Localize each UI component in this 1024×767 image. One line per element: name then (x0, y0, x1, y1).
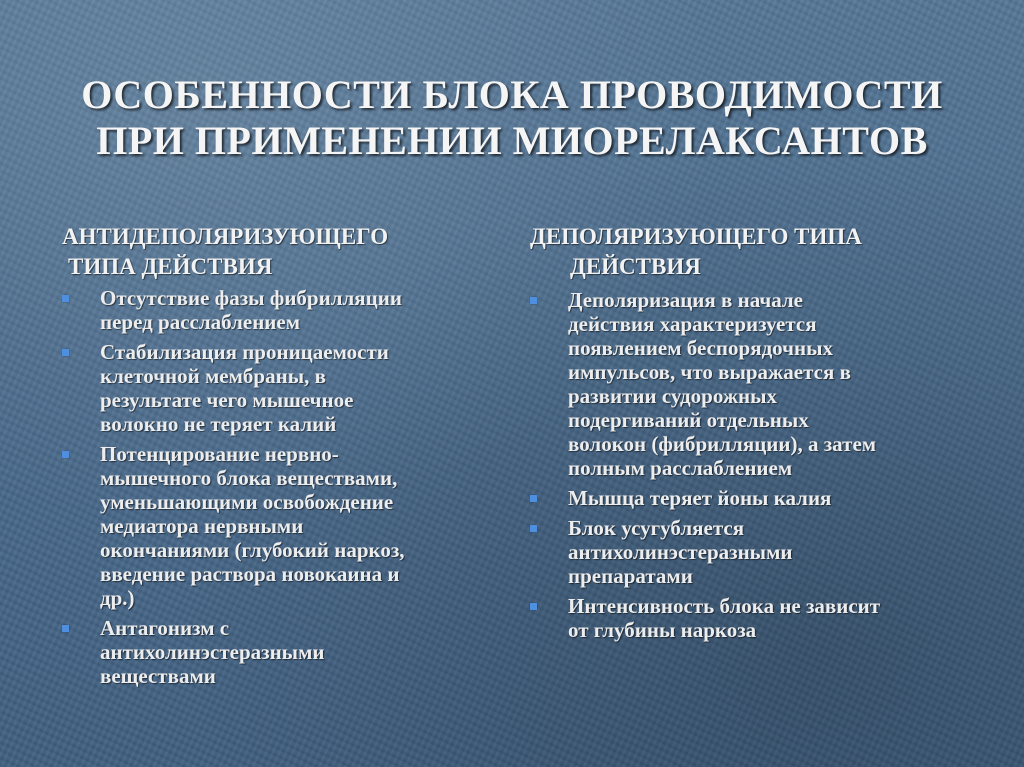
text-line: подергиваний отдельных (568, 408, 809, 432)
text-line: мышечного блока веществами, (100, 466, 398, 490)
square-bullet-icon (530, 495, 537, 502)
slide-title-line-1: ОСОБЕННОСТИ БЛОКА ПРОВОДИМОСТИ (81, 72, 943, 117)
list-item (530, 594, 970, 642)
list-item-text (100, 442, 482, 610)
text-line: появлением беспорядочных (568, 336, 833, 360)
right-bullet-list (530, 288, 970, 642)
list-item-text (100, 286, 482, 334)
text-line: уменьшающими освобождение (100, 490, 394, 514)
text-line: перед расслаблением (100, 310, 301, 334)
text-line: развитии судорожных (568, 384, 778, 408)
text-line: действия характеризуется (568, 312, 817, 336)
left-column-heading (62, 222, 482, 282)
list-item (530, 288, 970, 480)
list-item (62, 340, 482, 436)
square-bullet-icon (62, 625, 69, 632)
text-line: Мышца теряет йоны калия (568, 486, 832, 510)
left-column (62, 222, 482, 694)
square-bullet-icon (62, 451, 69, 458)
text-line: антихолинэстеразными (568, 540, 793, 564)
list-item-text (100, 616, 482, 688)
text-line: Потенцирование нервно- (100, 442, 339, 466)
slide-title-line-2: ПРИ ПРИМЕНЕНИИ МИОРЕЛАКСАНТОВ (96, 118, 928, 163)
text-line: волокон (фибрилляции), а затем (568, 432, 877, 456)
list-item (530, 516, 970, 588)
text-line: клеточной мембраны, в (100, 364, 326, 388)
square-bullet-icon (62, 295, 69, 302)
text-line: препаратами (568, 564, 693, 588)
list-item (530, 486, 970, 510)
text-line: Интенсивность блока не зависит (568, 594, 881, 618)
text-line: Деполяризация в начале (568, 288, 803, 312)
list-item-text (568, 594, 970, 642)
square-bullet-icon (530, 525, 537, 532)
text-line: волокно не теряет калий (100, 412, 337, 436)
right-column (530, 222, 970, 648)
text-line: результате чего мышечное (100, 388, 354, 412)
text-line: введение раствора новокаина и (100, 562, 400, 586)
right-column-heading (530, 222, 970, 282)
text-line: Стабилизация проницаемости (100, 340, 389, 364)
square-bullet-icon (530, 297, 537, 304)
list-item-text (568, 288, 970, 480)
right-heading-line: ДЕЙСТВИЯ (570, 254, 701, 279)
text-line: веществами (100, 664, 216, 688)
text-line: импульсов, что выражается в (568, 360, 851, 384)
left-heading-line: ТИПА ДЕЙСТВИЯ (68, 254, 273, 279)
text-line: антихолинэстеразными (100, 640, 325, 664)
list-item-text (100, 340, 482, 436)
list-item (62, 442, 482, 610)
square-bullet-icon (62, 349, 69, 356)
list-item-text (568, 486, 970, 510)
list-item (62, 616, 482, 688)
text-line: полным расслаблением (568, 456, 793, 480)
left-bullet-list (62, 286, 482, 688)
list-item (62, 286, 482, 334)
text-line: Антагонизм с (100, 616, 230, 640)
text-line: окончаниями (глубокий наркоз, (100, 538, 405, 562)
slide-title (40, 72, 984, 164)
left-heading-line: АНТИДЕПОЛЯРИЗУЮЩЕГО (62, 224, 389, 249)
text-line: медиатора нервными (100, 514, 304, 538)
text-line: др.) (100, 586, 135, 610)
text-line: от глубины наркоза (568, 618, 757, 642)
text-line: Отсутствие фазы фибрилляции (100, 286, 402, 310)
text-line: Блок усугубляется (568, 516, 745, 540)
list-item-text (568, 516, 970, 588)
square-bullet-icon (530, 603, 537, 610)
right-heading-line: ДЕПОЛЯРИЗУЮЩЕГО ТИПА (530, 224, 862, 249)
